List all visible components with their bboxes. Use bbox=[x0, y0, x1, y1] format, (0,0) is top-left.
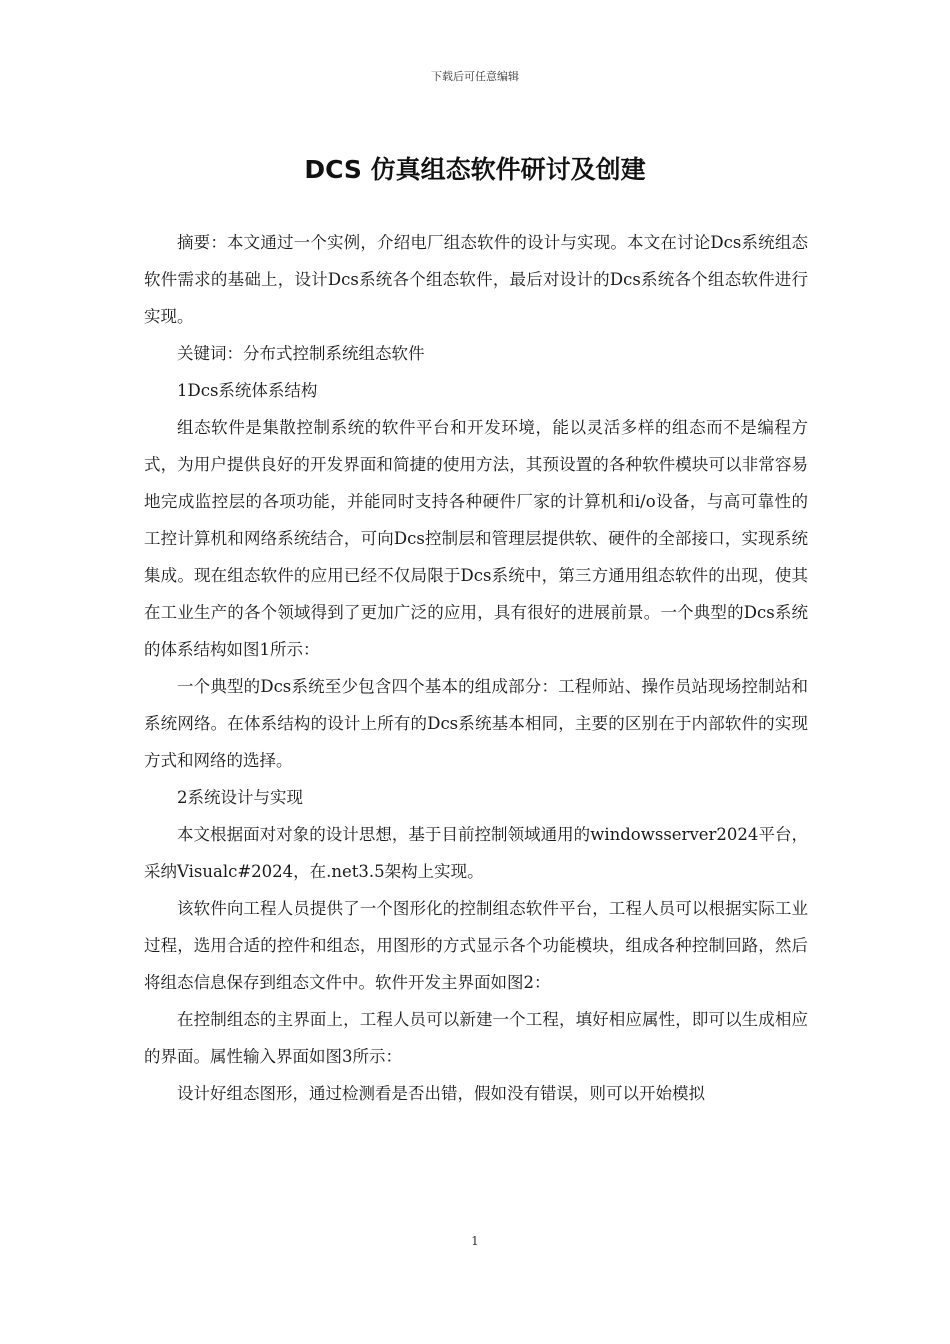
document-body bbox=[144, 224, 808, 1112]
body-paragraph: 设计好组态图形，通过检测看是否出错，假如没有错误，则可以开始模拟 bbox=[177, 1084, 705, 1103]
section-heading-1: 1Dcs系统体系结构 bbox=[177, 381, 318, 400]
header-note: 下载后可任意编辑 bbox=[431, 70, 519, 83]
body-paragraph: 一个典型的Dcs系统至少包含四个基本的组成部分：工程师站、操作员站现场控制站和系统网络。在体系结构的设计上所有的Dcs系统基本相同，主要的区别在于内部软件的实现方式和网络的选择。 bbox=[144, 677, 808, 770]
body-paragraph: 本文根据面对对象的设计思想，基于目前控制领域通用的windowsserver2024平台，采纳Visualc#2024，在.net3.5架构上实现。 bbox=[144, 825, 808, 881]
abstract-paragraph: 摘要：本文通过一个实例，介绍电厂组态软件的设计与实现。本文在讨论Dcs系统组态软件需求的基础上，设计Dcs系统各个组态软件，最后对设计的Dcs系统各个组态软件进行实现。 bbox=[144, 233, 808, 326]
section-heading-2: 2系统设计与实现 bbox=[177, 788, 303, 807]
page-number: 1 bbox=[471, 1234, 479, 1248]
body-paragraph: 组态软件是集散控制系统的软件平台和开发环境，能以灵活多样的组态而不是编程方式，为用户提供良好的开发界面和简捷的使用方法，其预设置的各种软件模块可以非常容易地完成监控层的各项功能，并能同时支持各种硬件厂家的计算机和i/o设备，与高可靠性的工控计算机和网络系统结合，可向Dcs控制层和管理层提供软、硬件的全部接口，实现系统集成。现在组态软件的应用已经不仅局限于Dcs系统中，第三方通用组态软件的出现，使其在工业生产的各个领域得到了更加广泛的应用，具有很好的进展前景。一个典型的Dcs系统的体系结构如图1所示： bbox=[144, 418, 808, 659]
body-paragraph: 在控制组态的主界面上，工程人员可以新建一个工程，填好相应属性，即可以生成相应的界面。属性输入界面如图3所示： bbox=[144, 1010, 808, 1066]
document-title: DCS 仿真组态软件研讨及创建 bbox=[304, 155, 646, 184]
body-paragraph: 该软件向工程人员提供了一个图形化的控制组态软件平台，工程人员可以根据实际工业过程，选用合适的控件和组态，用图形的方式显示各个功能模块，组成各种控制回路，然后将组态信息保存到组态文件中。软件开发主界面如图2： bbox=[144, 899, 808, 992]
keywords-paragraph: 关键词：分布式控制系统组态软件 bbox=[177, 344, 425, 363]
